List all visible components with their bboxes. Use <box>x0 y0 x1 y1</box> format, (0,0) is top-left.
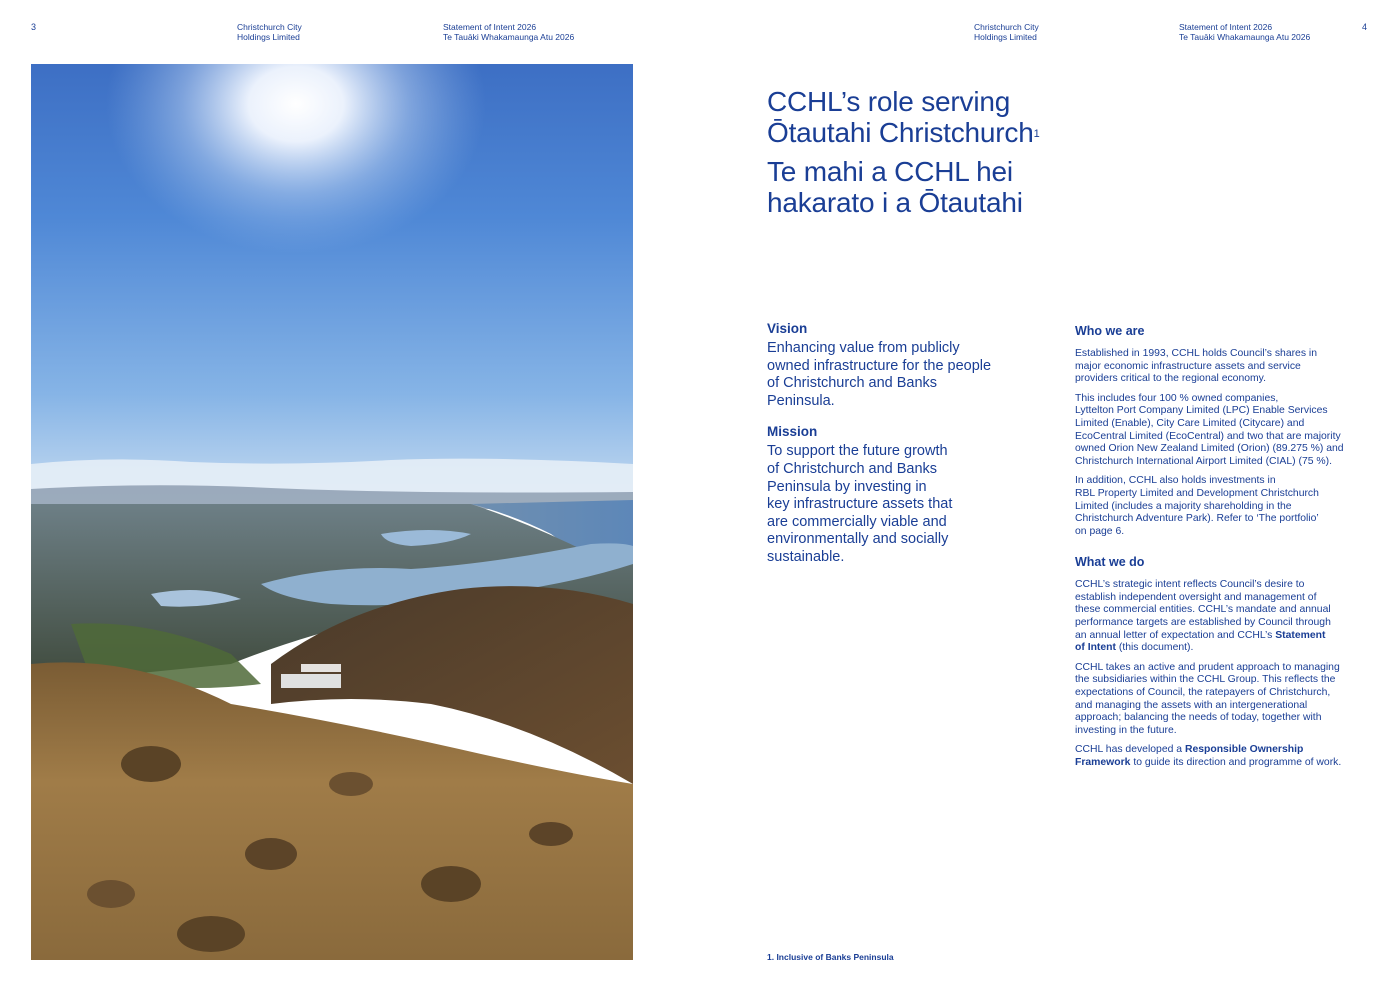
text-line <box>1075 630 1375 643</box>
mission-line: key infrastructure assets that <box>767 496 953 513</box>
mission-line: environmentally and socially <box>767 531 949 548</box>
text-run: to guide its direction and programme of work. <box>1130 756 1342 768</box>
title-en-line-1: CCHL’s role serving <box>767 86 1011 117</box>
text-line: expectations of Council, the ratepayers of Christchurch, <box>1075 686 1331 698</box>
doc-line-2: Te Tauāki Whakamaunga Atu 2026 <box>443 32 575 42</box>
statement-of-intent-link-cont: of Intent <box>1075 642 1116 654</box>
text-line: these commercial entities. CCHL’s mandate and annual <box>1075 604 1331 616</box>
text-run: CCHL has developed a <box>1075 744 1185 756</box>
mission-text <box>767 443 1037 566</box>
vision-mission-column <box>767 321 1037 567</box>
text-line: the subsidiaries within the CCHL Group. This reflects the <box>1075 674 1336 686</box>
text-line: This includes four 100 % owned companies, <box>1075 392 1279 404</box>
text-line: establish independent oversight and management of <box>1075 591 1317 603</box>
landscape-photo <box>31 64 633 960</box>
text-line: owned Orion New Zealand Limited (Orion) (89.275 %) and <box>1075 443 1344 455</box>
what-we-do-paragraph-3 <box>1075 744 1375 769</box>
what-we-do-heading: What we do <box>1075 554 1145 569</box>
vision-line: Enhancing value from publicly <box>767 340 960 356</box>
page-number-right: 4 <box>1362 22 1368 32</box>
page-title <box>767 86 1040 218</box>
text-line: Limited (Enable), City Care Limited (Citycare) and <box>1075 418 1305 430</box>
title-mi-line-2: hakarato i a Ōtautahi <box>767 187 1023 218</box>
what-we-do-paragraph-1 <box>1075 579 1375 655</box>
doc-title-right <box>1179 22 1310 42</box>
org-line-2: Holdings Limited <box>237 32 300 42</box>
vision-line: Peninsula. <box>767 392 835 409</box>
responsible-ownership-framework-link-cont: Framework <box>1075 756 1131 768</box>
vision-line: of Christchurch and Banks <box>767 375 938 392</box>
title-mi-line-1: Te mahi a CCHL hei <box>767 156 1013 187</box>
mission-line: Peninsula by investing in <box>767 478 927 495</box>
org-name-right <box>974 22 1039 42</box>
vision-line: owned infrastructure for the people <box>767 357 992 374</box>
text-line: Christchurch International Airport Limited (CIAL) (75 %). <box>1075 456 1332 468</box>
text-line: Limited (includes a majority shareholding in the <box>1075 500 1292 512</box>
text-line: Established in 1993, CCHL holds Council’s shares in <box>1075 348 1318 359</box>
vision-text <box>767 340 1037 410</box>
statement-of-intent-link: Statement <box>1275 629 1326 641</box>
text-run: an annual letter of expectation and CCHL’s <box>1075 629 1276 641</box>
what-we-do-paragraph-2 <box>1075 662 1375 738</box>
text-line: In addition, CCHL also holds investments in <box>1075 475 1276 487</box>
about-column <box>1075 324 1375 776</box>
text-line: Lyttelton Port Company Limited (LPC) Enable Services <box>1075 405 1328 417</box>
doc-line-1: Statement of Intent 2026 <box>443 22 537 32</box>
doc-line-1: Statement of Intent 2026 <box>1179 22 1273 32</box>
text-line: performance targets are established by Council through <box>1075 616 1331 628</box>
org-line-1: Christchurch City <box>974 22 1039 32</box>
text-line: CCHL’s strategic intent reflects Council’s desire to <box>1075 578 1305 590</box>
text-line: providers critical to the regional economy. <box>1075 373 1266 385</box>
text-line: major economic infrastructure assets and service <box>1075 360 1301 372</box>
page-number-left: 3 <box>31 22 37 32</box>
title-en-line-2-text: Ōtautahi Christchurch <box>767 117 1034 148</box>
vision-heading: Vision <box>767 321 808 336</box>
who-we-are-paragraph-1 <box>1075 348 1375 386</box>
mission-heading: Mission <box>767 424 818 440</box>
text-run: (this document). <box>1115 642 1194 654</box>
text-line <box>1075 744 1375 757</box>
who-we-are-paragraph-2 <box>1075 393 1375 469</box>
who-we-are-paragraph-3 <box>1075 475 1375 539</box>
mission-line: of Christchurch and Banks <box>767 460 938 477</box>
text-line: and managing the assets with an intergenerational <box>1075 699 1308 711</box>
text-line: approach; balancing the needs of today, together with <box>1075 712 1322 724</box>
org-name-left <box>237 22 302 42</box>
responsible-ownership-framework-link: Responsible Ownership <box>1184 744 1304 756</box>
text-line <box>1075 642 1375 655</box>
mission-line: To support the future growth <box>767 443 948 460</box>
text-line: investing in the future. <box>1075 725 1177 737</box>
text-line: EcoCentral Limited (EcoCentral) and two that are majority <box>1075 430 1341 442</box>
org-line-1: Christchurch City <box>237 22 302 32</box>
text-line <box>1075 757 1375 770</box>
text-line: CCHL takes an active and prudent approach to managing <box>1075 661 1340 673</box>
footnote-ref: 1 <box>1033 128 1040 140</box>
text-line: RBL Property Limited and Development Christchurch <box>1075 488 1319 500</box>
doc-line-2: Te Tauāki Whakamaunga Atu 2026 <box>1179 32 1311 42</box>
text-line: on page 6. <box>1075 526 1125 538</box>
mission-line: sustainable. <box>767 548 845 565</box>
org-line-2: Holdings Limited <box>974 32 1037 42</box>
mission-line: are commercially viable and <box>767 513 947 530</box>
text-line: Christchurch Adventure Park). Refer to ‘The portfolio’ <box>1075 513 1319 525</box>
who-we-are-heading: Who we are <box>1075 324 1145 338</box>
title-en-line-2 <box>767 117 1040 148</box>
footnote: 1. Inclusive of Banks Peninsula <box>767 952 894 962</box>
doc-title-left <box>443 22 574 42</box>
